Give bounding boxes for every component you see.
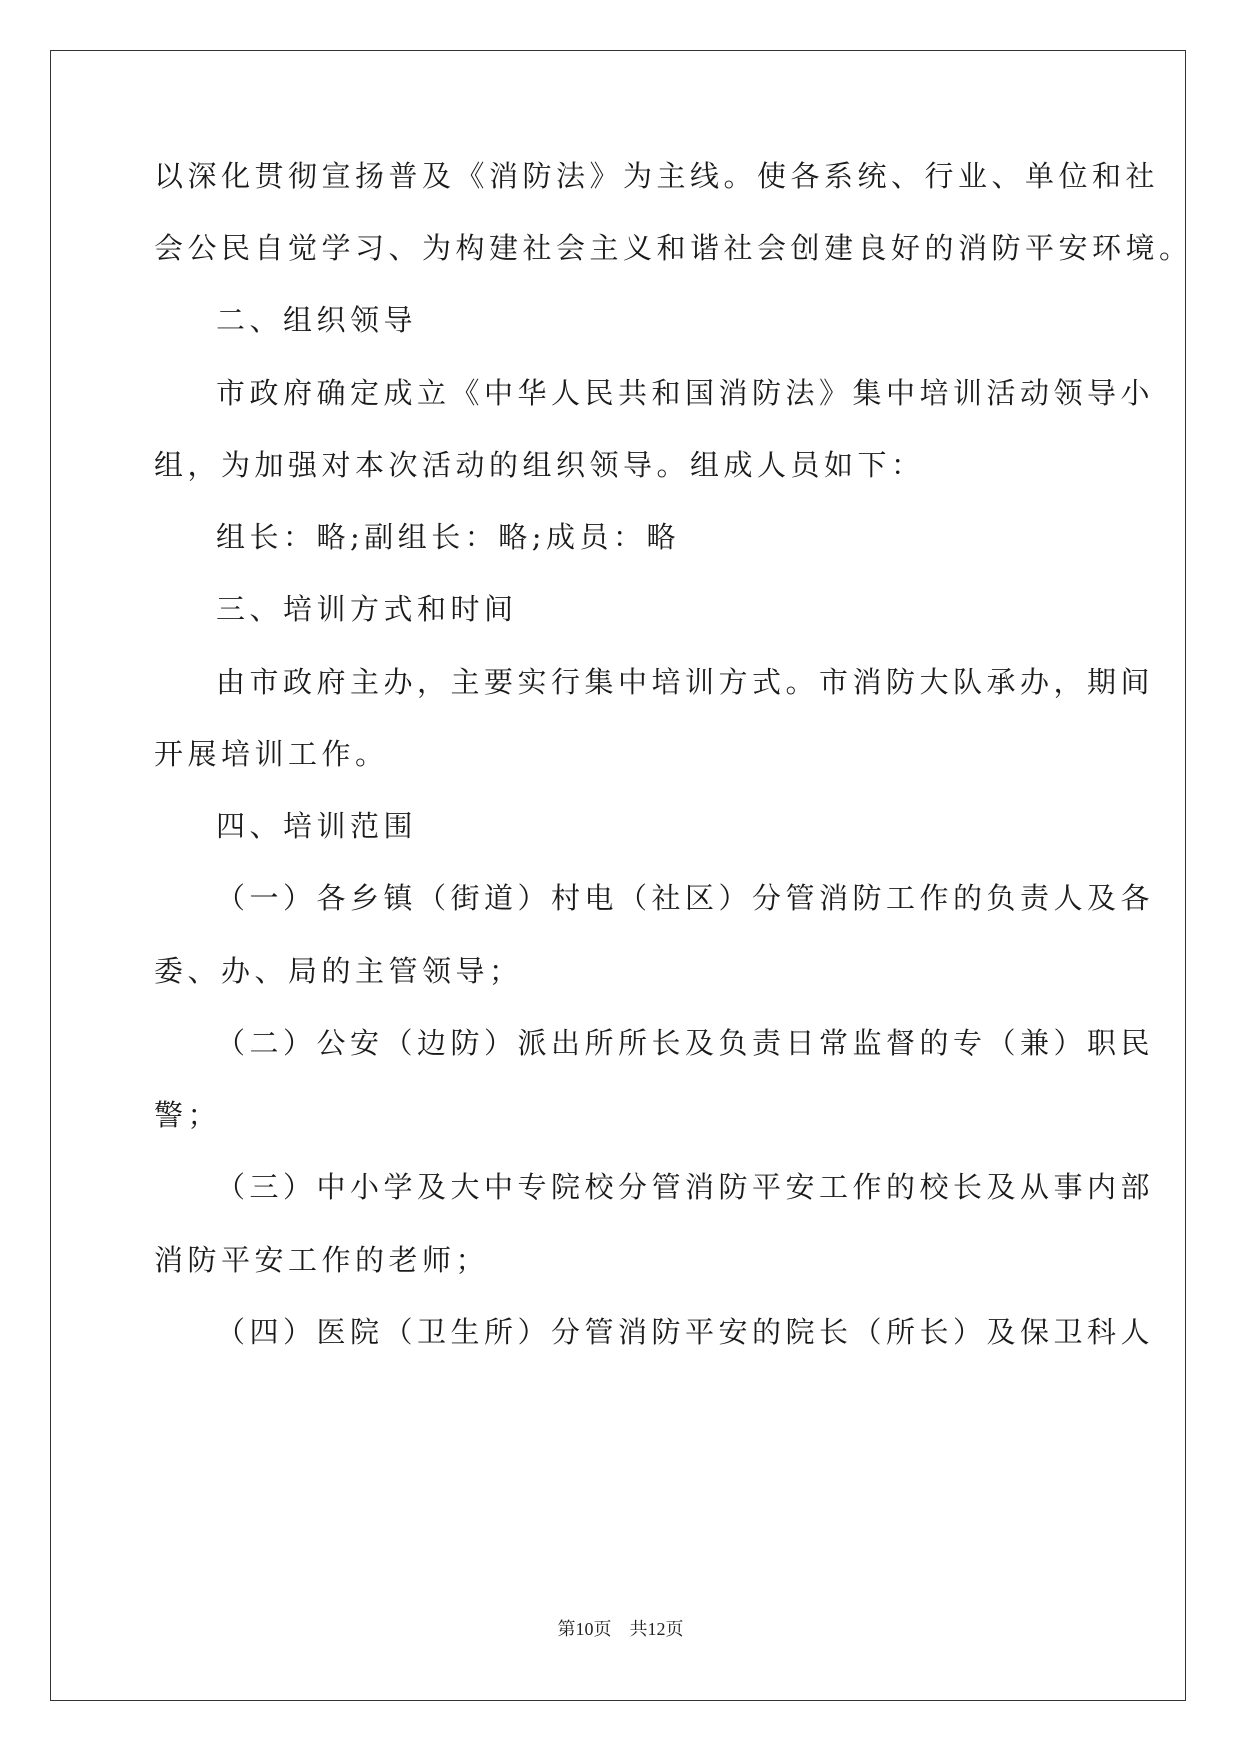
text-line: 警； <box>154 1098 222 1132</box>
text-line: 以深化贯彻宣扬普及《消防法》为主线。使各系统、行业、单位和社 <box>154 159 1160 193</box>
text-line: 市政府确定成立《中华人民共和国消防法》集中培训活动领导小 <box>216 376 1155 410</box>
text-line: （二）公安（边防）派出所所长及负责日常监督的专（兼）职民 <box>216 1026 1155 1060</box>
text-line: 由市政府主办，主要实行集中培训方式。市消防大队承办，期间 <box>216 665 1155 699</box>
page-number: 第10页 共12页 <box>557 1619 684 1639</box>
text-line: 会公民自觉学习、为构建社会主义和谐社会创建良好的消防平安环境。 <box>154 231 1193 265</box>
text-line: 委、办、局的主管领导； <box>154 954 523 988</box>
text-line: 组，为加强对本次活动的组织领导。组成人员如下： <box>154 448 925 482</box>
text-line: 消防平安工作的老师； <box>154 1243 490 1277</box>
page-border <box>50 50 1186 1701</box>
section-heading: 二、组织领导 <box>216 303 418 337</box>
text-line: 开展培训工作。 <box>154 737 389 771</box>
section-heading: 四、培训范围 <box>216 809 418 843</box>
text-line: （一）各乡镇（街道）村电（社区）分管消防工作的负责人及各 <box>216 881 1155 915</box>
section-heading: 三、培训方式和时间 <box>216 592 518 626</box>
text-line: 组长：略;副组长：略;成员：略 <box>216 520 681 554</box>
text-line: （四）医院（卫生所）分管消防平安的院长（所长）及保卫科人 <box>216 1315 1155 1349</box>
text-line: （三）中小学及大中专院校分管消防平安工作的校长及从事内部 <box>216 1170 1155 1204</box>
